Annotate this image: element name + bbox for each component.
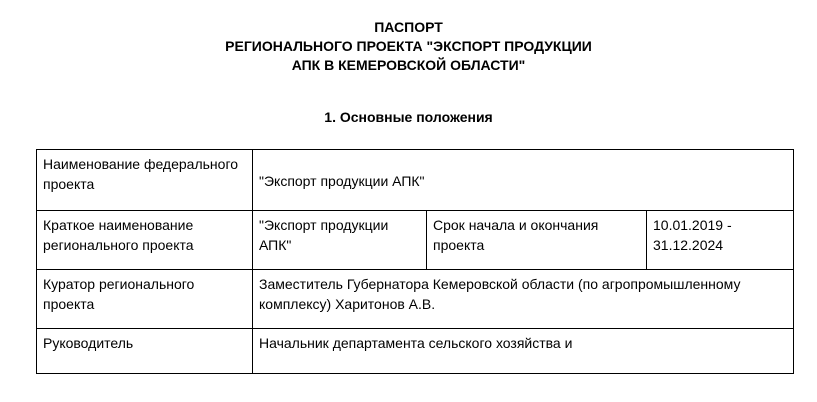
- table-row-curator: [37, 270, 794, 329]
- title-line-1: ПАСПОРТ: [374, 19, 443, 35]
- passport-table: [36, 149, 794, 374]
- curator-value: Заместитель Губернатора Кемеровской области (по агропромышленному комплексу) Харитонов А.В.: [253, 270, 794, 329]
- head-value: Начальник департамента сельского хозяйства и: [253, 329, 794, 374]
- period-value: 10.01.2019 - 31.12.2024: [647, 211, 794, 270]
- section-title: 1. Основные положения: [324, 109, 493, 125]
- title-line-3: АПК В КЕМЕРОВСКОЙ ОБЛАСТИ": [291, 57, 526, 73]
- table-row-federal-project: [37, 150, 794, 211]
- table-row-short-name: [37, 211, 794, 270]
- title-line-2: РЕГИОНАЛЬНОГО ПРОЕКТА "ЭКСПОРТ ПРОДУКЦИИ: [225, 38, 592, 54]
- federal-project-value: "Экспорт продукции АПК": [253, 150, 794, 211]
- curator-label: Куратор регионального проекта: [37, 270, 253, 329]
- short-name-value: "Экспорт продукции АПК": [253, 211, 427, 270]
- period-label: Срок начала и окончания проекта: [427, 211, 647, 270]
- short-name-label: Краткое наименование регионального проекта: [37, 211, 253, 270]
- head-label: Руководитель: [37, 329, 253, 374]
- federal-project-label: Наименование федерального проекта: [37, 150, 253, 211]
- table-row-head: [37, 329, 794, 374]
- document-title: [0, 18, 817, 75]
